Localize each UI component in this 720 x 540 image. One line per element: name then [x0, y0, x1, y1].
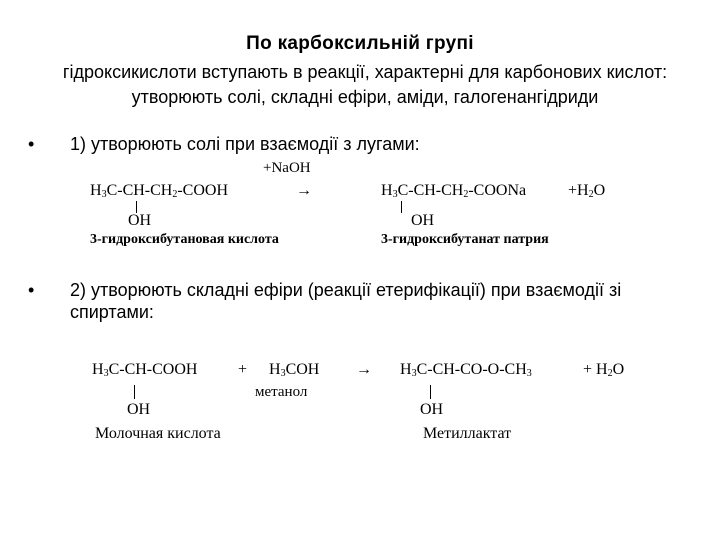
reaction-2-reactant-name: Молочная кислота — [95, 425, 221, 442]
reaction-2-reactant-bond — [134, 385, 135, 399]
bullet-1-marker: • — [28, 134, 35, 154]
bullet-2-text: 2) утворюють складні ефіри (реакції етерифікації) при взаємодії зі спиртами: — [70, 280, 622, 322]
reaction-1-product-water: $+H_2O$ — [568, 182, 606, 200]
reaction-2-alcohol: $H_3COH$ — [269, 361, 320, 379]
reaction-2-product: $H_3C-CH-CO-O-CH_3$ — [400, 361, 532, 379]
reaction-1-reactant-name: 3-гидроксибутановая кислота — [90, 232, 279, 247]
reaction-2-arrow: → — [356, 361, 372, 378]
reaction-2-reactant: $H_3C-CH$-COOH — [92, 361, 198, 379]
reaction-1-reagent: +NaOH — [263, 160, 311, 176]
reaction-1-reactant-oh: OH — [128, 212, 152, 229]
bullet-2-marker: • — [28, 280, 35, 300]
reaction-2-plus: + — [238, 361, 248, 378]
reaction-1-reactant: $H_3C-CH-CH_2$-COOH — [90, 182, 229, 200]
reaction-1-product-oh: OH — [411, 212, 435, 229]
reaction-2-alcohol-name: метанол — [255, 384, 308, 400]
reaction-1-product-name: 3-гидроксибутанат патрия — [381, 232, 549, 247]
reaction-2-product-water: + $H_2O$ — [583, 361, 625, 379]
page-title: По карбоксильній групі — [246, 33, 474, 54]
reaction-2-product-bond — [430, 385, 431, 399]
reaction-2-product-oh: OH — [420, 401, 444, 418]
reaction-2-reactant-oh: OH — [127, 401, 151, 418]
reaction-1-arrow: → — [296, 182, 312, 199]
reaction-1-product: $H_3C-CH-CH_2$-COONa — [381, 182, 527, 200]
reaction-2-product-name: Метиллактат — [423, 425, 512, 442]
reaction-1-product-bond — [401, 201, 402, 213]
bullet-1-text: 1) утворюють солі при взаємодії з лугами: — [70, 134, 420, 154]
page-subtitle: гідроксикислоти вступають в реакції, характерні для карбонових кислот: утворюють солі, складні ефіри, аміди, галогенангідриди — [62, 62, 668, 107]
